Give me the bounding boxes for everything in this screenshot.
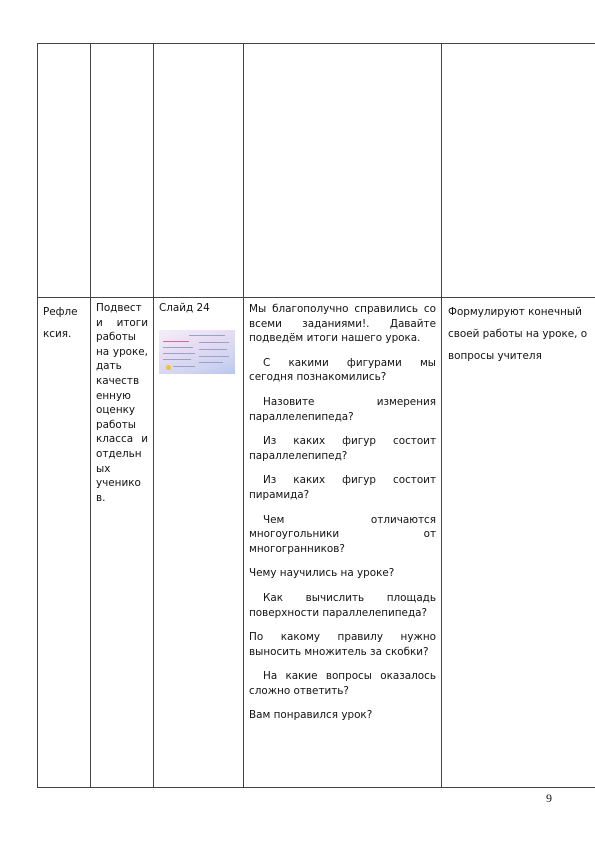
teacher-activity-cell <box>249 302 436 733</box>
teacher-paragraph: По какому правилу нужно выносить множитель за скобки? <box>249 631 436 658</box>
student-activity-cell <box>448 301 595 367</box>
column-border <box>37 43 38 788</box>
teacher-paragraph: На какие вопросы оказалось сложно ответить? <box>249 670 436 697</box>
student-activity-text: Формулируют конечный своей работы на уроке, о вопросы учителя <box>448 306 588 362</box>
column-border <box>153 43 154 788</box>
teacher-paragraph: Из каких фигур состоит параллелепипед? <box>249 435 436 462</box>
task-cell: Подвест и итоги работы на уроке, дать качеств енную оценку работы класса и отдельн ых ученико в. <box>96 302 148 504</box>
teacher-paragraph: Чем отличаются многоугольники от многогранников? <box>249 513 436 555</box>
slide-thumbnail <box>159 330 235 374</box>
table-top-border <box>37 43 595 44</box>
row-divider <box>37 297 595 298</box>
page-number: 9 <box>546 791 552 805</box>
star-icon <box>166 365 171 370</box>
teacher-paragraph: Мы благополучно справились со всеми заданиями!. Давайте подведём итоги нашего урока. <box>249 303 436 345</box>
teacher-paragraph: С какими фигурами мы сегодня познакомились? <box>249 356 436 384</box>
column-border <box>441 43 442 788</box>
teacher-paragraph: Вам понравился урок? <box>249 709 373 722</box>
teacher-paragraph: Как вычислить площадь поверхности параллелепипеда? <box>249 591 436 619</box>
stage-cell: Рефле ксия. <box>43 306 78 340</box>
slide-label: Слайд 24 <box>159 302 210 314</box>
table-bottom-border <box>37 787 595 788</box>
column-border <box>243 43 244 788</box>
teacher-paragraph: Назовите измерения параллелепипеда? <box>249 395 436 423</box>
teacher-paragraph: Чему научились на уроке? <box>249 567 395 580</box>
column-border <box>90 43 91 788</box>
teacher-paragraph: Из каких фигур состоит пирамида? <box>249 474 436 501</box>
